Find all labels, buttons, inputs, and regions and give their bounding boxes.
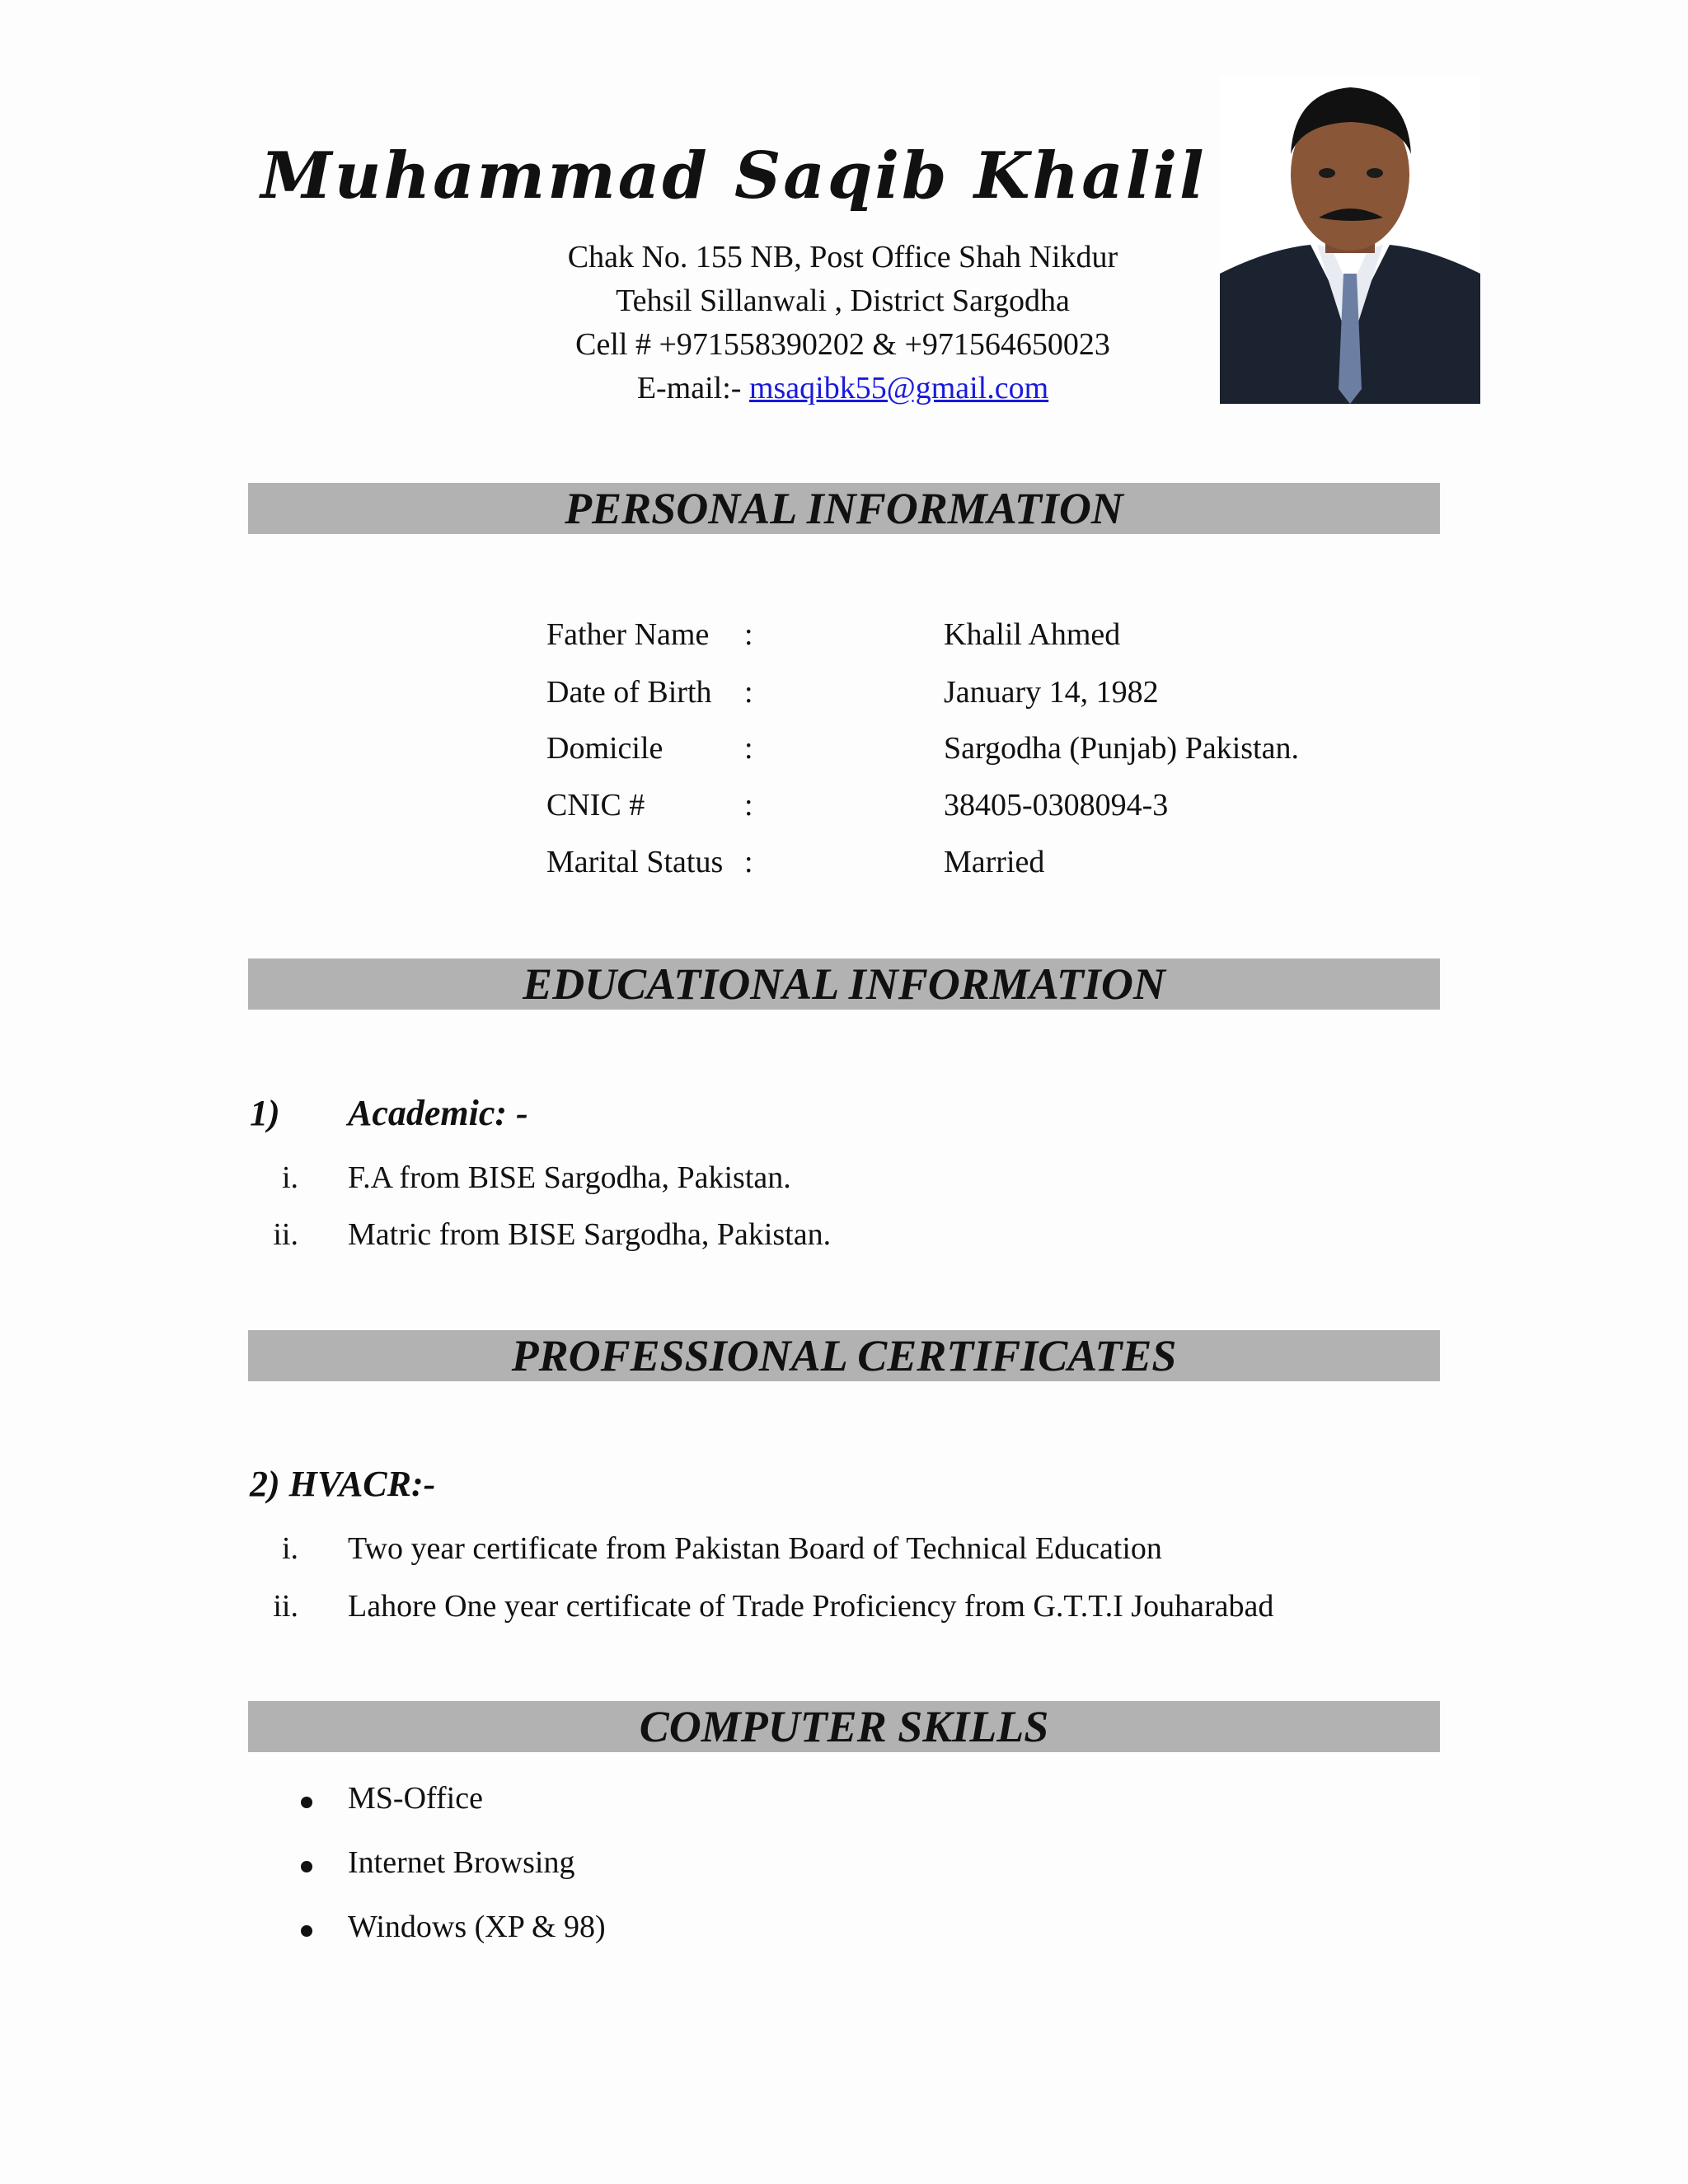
domicile-value: Sargodha (Punjab) Pakistan.: [944, 731, 1299, 766]
date-of-birth-colon: :: [744, 675, 753, 710]
section-professional-certificates: PROFESSIONAL CERTIFICATES: [248, 1330, 1440, 1381]
certificate-item: Two year certificate from Pakistan Board of Technical Education: [348, 1531, 1162, 1566]
father-name-label: Father Name: [546, 617, 710, 652]
date-of-birth-value: January 14, 1982: [944, 675, 1159, 710]
section-personal-information: PERSONAL INFORMATION: [248, 483, 1440, 534]
marital-status-label: Marital Status: [546, 845, 724, 879]
cell-numbers: Cell # +971558390202 & +971564650023: [575, 327, 1110, 362]
academic-item-number: i.: [281, 1160, 298, 1195]
address-line-1: Chak No. 155 NB, Post Office Shah Nikdur: [567, 240, 1118, 274]
hvacr-heading: 2) HVACR:-: [250, 1464, 436, 1504]
certificate-item-number: i.: [281, 1531, 298, 1566]
section-computer-skills: COMPUTER SKILLS: [248, 1701, 1440, 1752]
domicile-colon: :: [744, 731, 753, 766]
bullet-icon: [301, 1861, 312, 1872]
address-line-2: Tehsil Sillanwali , District Sargodha: [616, 284, 1070, 318]
email-label: E-mail:-: [636, 371, 749, 405]
bullet-icon: [301, 1797, 312, 1808]
email-link[interactable]: msaqibk55@gmail.com: [748, 371, 1049, 405]
certificate-item-number: ii.: [273, 1589, 298, 1624]
date-of-birth-label: Date of Birth: [546, 675, 712, 710]
section-educational-information: EDUCATIONAL INFORMATION: [248, 958, 1440, 1010]
cnic-colon: :: [744, 788, 753, 823]
cnic-value: 38405-0308094-3: [944, 788, 1169, 823]
academic-number: 1): [250, 1093, 280, 1133]
marital-status-colon: :: [744, 845, 753, 879]
father-name-colon: :: [744, 617, 753, 652]
skill-item: Windows (XP & 98): [348, 1910, 606, 1944]
candidate-name: Muhammad Saqib Khalil: [260, 138, 1207, 213]
profile-photo: [1220, 76, 1480, 404]
skill-item: MS-Office: [348, 1781, 483, 1816]
academic-item-number: ii.: [273, 1217, 298, 1252]
skill-item: Internet Browsing: [348, 1845, 575, 1880]
academic-item: Matric from BISE Sargodha, Pakistan.: [348, 1217, 832, 1252]
academic-heading: Academic: -: [348, 1093, 528, 1133]
academic-item: F.A from BISE Sargodha, Pakistan.: [348, 1160, 791, 1195]
certificate-item: Lahore One year certificate of Trade Proficiency from G.T.T.I Jouharabad: [348, 1589, 1274, 1624]
cnic-label: CNIC #: [546, 788, 645, 823]
bullet-icon: [301, 1925, 312, 1937]
marital-status-value: Married: [944, 845, 1045, 879]
father-name-value: Khalil Ahmed: [944, 617, 1121, 652]
domicile-label: Domicile: [546, 731, 663, 766]
